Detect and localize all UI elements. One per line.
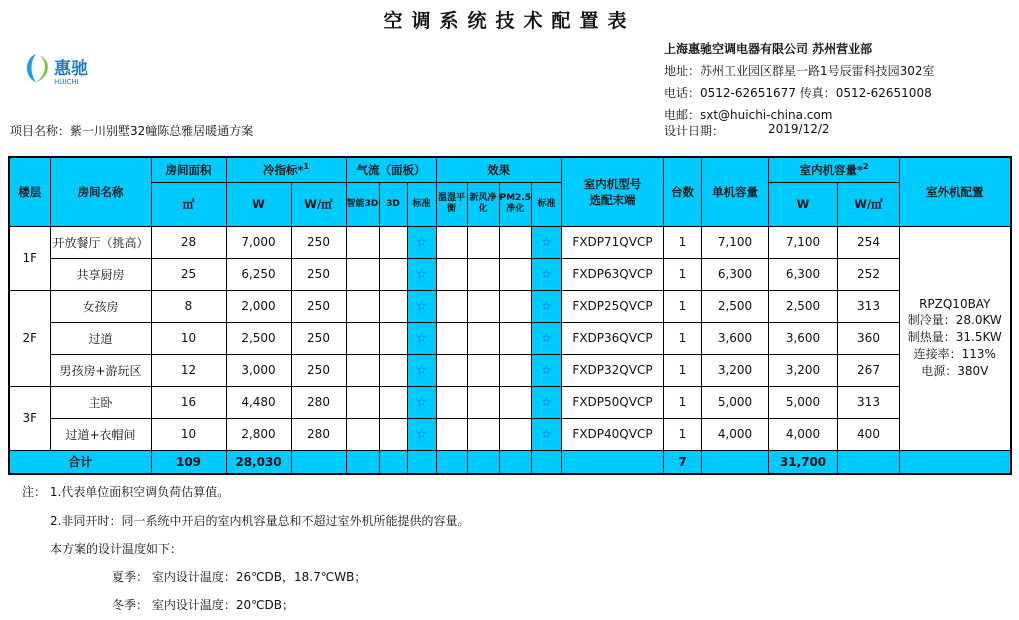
phone: 电话：0512-62651677 传真：0512-62651008 (664, 86, 932, 100)
star-icon: ☆ (532, 354, 562, 386)
count: 1 (664, 354, 702, 386)
table-row (9, 258, 1011, 290)
h-unit-cap: 单机容量 (702, 157, 769, 226)
h-cool: 冷指标*$^1$ (226, 157, 346, 182)
floor: 3F (9, 386, 50, 450)
indoor-cap-wm2: 313 (838, 290, 900, 322)
model: FXDP50QVCP (562, 386, 664, 418)
star-icon: ☆ (407, 258, 436, 290)
outdoor-line: RPZQ10BAY (919, 297, 991, 311)
room-name: 开放餐厅（挑高） (50, 226, 151, 258)
cool-w: 2,800 (226, 418, 291, 450)
room-name: 过道+衣帽间 (50, 418, 151, 450)
indoor-cap: 2,500 (769, 290, 838, 322)
model: FXDP63QVCP (562, 258, 664, 290)
note-2: 2.非同开时：同一系统中开启的室内机容量总和不超过室外机所能提供的容量。 (50, 514, 470, 528)
cool-w: 2,000 (226, 290, 291, 322)
model: FXDP25QVCP (562, 290, 664, 322)
star-icon: ☆ (407, 226, 436, 258)
table-row (9, 226, 1011, 258)
count: 1 (664, 258, 702, 290)
table-row (9, 322, 1011, 354)
config-table (8, 156, 1012, 475)
count: 1 (664, 386, 702, 418)
count: 1 (664, 418, 702, 450)
star-icon: ☆ (407, 290, 436, 322)
indoor-cap-wm2: 360 (838, 322, 900, 354)
company-name: 上海惠驰空调电器有限公司 苏州营业部 (664, 42, 873, 56)
table-row (9, 386, 1011, 418)
count: 1 (664, 290, 702, 322)
area: 25 (151, 258, 226, 290)
cool-wm2: 250 (291, 354, 346, 386)
outdoor-line: 连接率：113% (913, 347, 996, 361)
star-icon: ☆ (532, 418, 562, 450)
model: FXDP40QVCP (562, 418, 664, 450)
h-room: 房间名称 (50, 157, 151, 226)
table-row (9, 418, 1011, 450)
room-name: 男孩房+游玩区 (50, 354, 151, 386)
room-name: 共享厨房 (50, 258, 151, 290)
design-date: 2019/12/2 (768, 122, 830, 136)
total-row (9, 450, 1011, 474)
outdoor-line: 制热量：31.5KW (907, 330, 1002, 344)
total-area: 109 (151, 450, 226, 474)
area: 10 (151, 418, 226, 450)
room-name: 女孩房 (50, 290, 151, 322)
h-humid: 温湿平衡 (436, 182, 467, 226)
count: 1 (664, 322, 702, 354)
area: 10 (151, 322, 226, 354)
cool-wm2: 250 (291, 322, 346, 354)
design-date-label: 设计日期： (664, 124, 725, 138)
cool-w: 2,500 (226, 322, 291, 354)
h-outdoor: 室外机配置 (900, 157, 1011, 226)
indoor-cap: 3,200 (769, 354, 838, 386)
indoor-cap: 3,600 (769, 322, 838, 354)
indoor-cap: 7,100 (769, 226, 838, 258)
star-icon: ☆ (532, 322, 562, 354)
cool-w: 7,000 (226, 226, 291, 258)
h-area-unit: ㎡ (151, 182, 226, 226)
star-icon: ☆ (532, 226, 562, 258)
cool-w: 3,000 (226, 354, 291, 386)
h-count: 台数 (664, 157, 702, 226)
table-row (9, 290, 1011, 322)
cool-wm2: 250 (291, 226, 346, 258)
h-w2: W (769, 182, 838, 226)
star-icon: ☆ (407, 322, 436, 354)
cool-wm2: 280 (291, 386, 346, 418)
star-icon: ☆ (532, 290, 562, 322)
total-label: 合计 (9, 450, 151, 474)
model: FXDP71QVCP (562, 226, 664, 258)
unit-cap: 5,000 (702, 386, 769, 418)
indoor-cap-wm2: 254 (838, 226, 900, 258)
unit-cap: 4,000 (702, 418, 769, 450)
unit-cap: 3,600 (702, 322, 769, 354)
cool-wm2: 250 (291, 258, 346, 290)
room-name: 主卧 (50, 386, 151, 418)
cool-wm2: 280 (291, 418, 346, 450)
total-count: 7 (664, 450, 702, 474)
svg-text:HUICHI: HUICHI (54, 78, 79, 86)
area: 16 (151, 386, 226, 418)
unit-cap: 7,100 (702, 226, 769, 258)
unit-cap: 6,300 (702, 258, 769, 290)
floor: 2F (9, 290, 50, 386)
outdoor-line: 制冷量：28.0KW (907, 313, 1002, 327)
room-name: 过道 (50, 322, 151, 354)
total-cap: 31,700 (769, 450, 838, 474)
star-icon: ☆ (407, 354, 436, 386)
page-title: 空调系统技术配置表 (383, 10, 636, 32)
h-floor: 楼层 (9, 157, 50, 226)
note-1: 注： 1.代表单位面积空调负荷估算值。 (22, 485, 230, 499)
floor: 1F (9, 226, 50, 290)
h-std: 标准 (407, 182, 436, 226)
note-3: 本方案的设计温度如下： (50, 542, 183, 556)
star-icon: ☆ (532, 386, 562, 418)
star-icon: ☆ (407, 418, 436, 450)
indoor-cap-wm2: 252 (838, 258, 900, 290)
unit-cap: 2,500 (702, 290, 769, 322)
h-airflow: 气流（面板） (346, 157, 436, 182)
cool-wm2: 250 (291, 290, 346, 322)
model: FXDP36QVCP (562, 322, 664, 354)
project-name: 项目名称：紫一川别墅32幢陈总雅居暖通方案 (10, 124, 254, 138)
outdoor-line: 电源：380V (921, 364, 989, 378)
h-w: W (226, 182, 291, 226)
model: FXDP32QVCP (562, 354, 664, 386)
note-winter: 冬季： 室内设计温度：20℃DB； (112, 598, 295, 612)
area: 12 (151, 354, 226, 386)
h-smart3d: 智能3D (346, 182, 379, 226)
count: 1 (664, 226, 702, 258)
svg-text:惠驰: 惠驰 (54, 59, 88, 79)
email: 电邮：sxt@huichi-china.com (664, 108, 833, 122)
h-fresh: 新风净化 (467, 182, 499, 226)
area: 8 (151, 290, 226, 322)
indoor-cap: 6,300 (769, 258, 838, 290)
h-std2: 标准 (532, 182, 562, 226)
h-indoor-cap: 室内机容量*$^2$ (769, 157, 900, 182)
area: 28 (151, 226, 226, 258)
cool-w: 6,250 (226, 258, 291, 290)
total-w: 28,030 (226, 450, 291, 474)
indoor-cap-wm2: 267 (838, 354, 900, 386)
indoor-cap: 5,000 (769, 386, 838, 418)
h-wm2: W/㎡ (291, 182, 346, 226)
star-icon: ☆ (407, 386, 436, 418)
h-3d: 3D (379, 182, 407, 226)
outdoor-config (900, 226, 1011, 450)
h-pm: PM2.5净化 (499, 182, 532, 226)
note-summer: 夏季： 室内设计温度：26℃DB，18.7℃WB； (112, 570, 367, 584)
star-icon: ☆ (532, 258, 562, 290)
indoor-cap: 4,000 (769, 418, 838, 450)
cool-w: 4,480 (226, 386, 291, 418)
h-area: 房间面积 (151, 157, 226, 182)
h-model: 室内机型号 选配末端 (562, 157, 664, 226)
unit-cap: 3,200 (702, 354, 769, 386)
indoor-cap-wm2: 313 (838, 386, 900, 418)
h-wm2-2: W/㎡ (838, 182, 900, 226)
address: 地址：苏州工业园区群星一路1号辰雷科技园302室 (664, 64, 935, 78)
indoor-cap-wm2: 400 (838, 418, 900, 450)
table-row (9, 354, 1011, 386)
h-effect: 效果 (436, 157, 562, 182)
company-logo (22, 50, 112, 86)
